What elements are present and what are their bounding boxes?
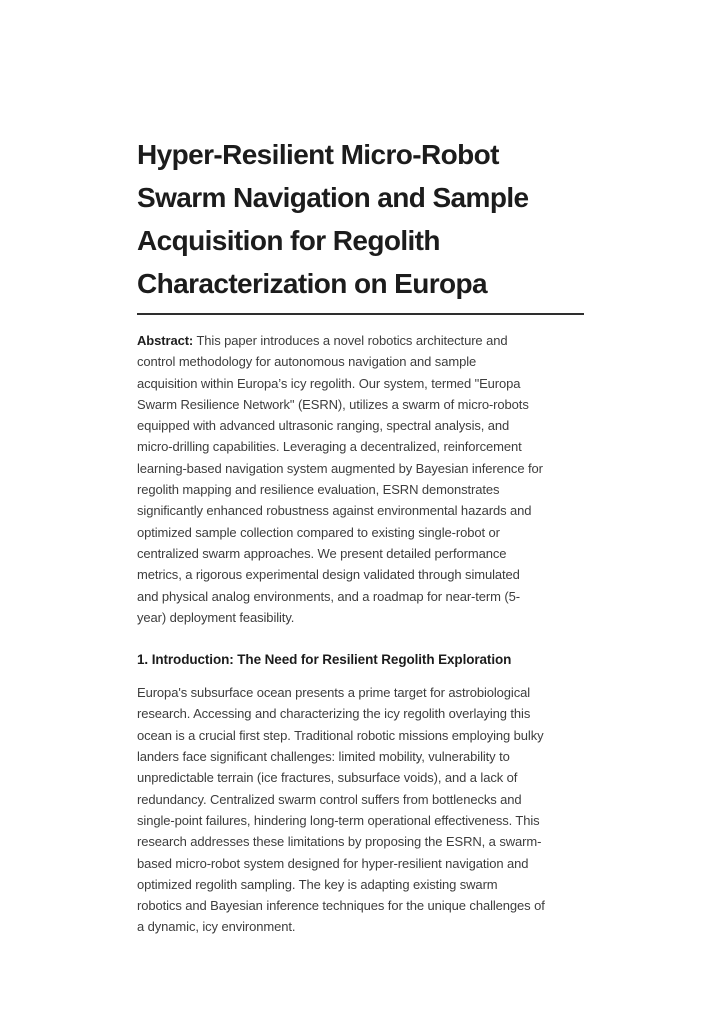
text-line: regolith mapping and resilience evaluation, ESRN demonstrates (137, 482, 500, 498)
abstract-body-lines (137, 351, 584, 628)
abstract-first-line (137, 330, 584, 351)
text-line: based micro-robot system designed for hyper-resilient navigation and (137, 855, 529, 871)
page-content (137, 133, 584, 938)
text-line: Swarm Navigation and Sample (137, 182, 529, 213)
text-line: equipped with advanced ultrasonic ranging, spectral analysis, and (137, 418, 510, 434)
text-line: centralized swarm approaches. We present detailed performance (137, 545, 507, 561)
text-line: Europa's subsurface ocean presents a prime target for astrobiological (137, 685, 531, 701)
text-line: micro-drilling capabilities. Leveraging a decentralized, reinforcement (137, 439, 522, 455)
abstract-first-line-text: This paper introduces a novel robotics architecture and (196, 333, 508, 348)
section-1-heading: 1. Introduction: The Need for Resilient Regolith Exploration (137, 652, 512, 668)
text-line: research. Accessing and characterizing the icy regolith overlaying this (137, 706, 531, 722)
text-line: redundancy. Centralized swarm control suffers from bottlenecks and (137, 791, 522, 807)
text-line: metrics, a rigorous experimental design validated through simulated (137, 567, 520, 583)
abstract-paragraph (137, 330, 584, 628)
text-line: significantly enhanced robustness against environmental hazards and (137, 503, 532, 519)
title-divider (137, 313, 584, 315)
text-line: Characterization on Europa (137, 268, 488, 299)
text-line: single-point failures, hindering long-term operational effectiveness. This (137, 812, 540, 828)
introduction-paragraph (137, 682, 584, 938)
text-line: a dynamic, icy environment. (137, 919, 296, 935)
text-line: unpredictable terrain (ice fractures, subsurface voids), and a lack of (137, 770, 518, 786)
text-line: acquisition within Europa’s icy regolith. Our system, termed "Europa (137, 375, 521, 391)
text-line: ocean is a crucial first step. Traditional robotic missions employing bulky (137, 727, 544, 743)
text-line: Swarm Resilience Network" (ESRN), utilizes a swarm of micro-robots (137, 396, 529, 412)
text-line: research addresses these limitations by proposing the ESRN, a swarm- (137, 834, 542, 850)
text-line: optimized sample collection compared to existing single-robot or (137, 524, 500, 540)
text-line: learning-based navigation system augmented by Bayesian inference for (137, 460, 543, 476)
text-line: control methodology for autonomous navigation and sample (137, 354, 477, 370)
abstract-label: Abstract: (137, 333, 194, 348)
text-line: landers face significant challenges: limited mobility, vulnerability to (137, 749, 510, 765)
text-line: robotics and Bayesian inference techniques for the unique challenges of (137, 898, 545, 914)
text-line: year) deployment feasibility. (137, 609, 295, 625)
text-line: Acquisition for Regolith (137, 225, 440, 256)
text-line: and physical analog environments, and a roadmap for near-term (5- (137, 588, 520, 604)
text-line: optimized regolith sampling. The key is adapting existing swarm (137, 876, 498, 892)
paper-title (137, 133, 584, 305)
text-line: Hyper-Resilient Micro-Robot (137, 139, 499, 170)
